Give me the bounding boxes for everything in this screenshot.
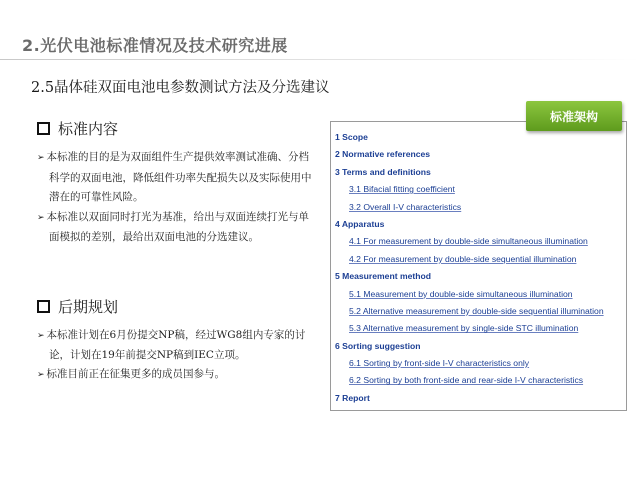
page-title: 2.光伏电池标准情况及技术研究进展 bbox=[22, 36, 288, 55]
toc-section-link[interactable]: 6 Sorting suggestion bbox=[335, 340, 421, 351]
toc-section-link[interactable]: 2 Normative references bbox=[335, 149, 431, 160]
arrow-bullet-icon: ➢ bbox=[37, 153, 45, 163]
toc-subsection-link[interactable]: 4.1 For measurement by double-side simultaneous illumination bbox=[349, 236, 588, 247]
toc-section-link[interactable]: 7 Report bbox=[335, 392, 370, 403]
toc-subsection-link[interactable]: 3.2 Overall I-V characteristics bbox=[349, 201, 462, 212]
toc-subsection-link[interactable]: 5.2 Alternative measurement by double-side sequential illumination bbox=[349, 305, 604, 316]
later-plan-heading bbox=[37, 296, 118, 317]
later-plan-heading-text: 后期规划 bbox=[58, 298, 119, 316]
toc-section-link[interactable]: 4 Apparatus bbox=[335, 218, 385, 229]
toc-badge: 标准架构 bbox=[526, 101, 622, 131]
title-divider bbox=[0, 59, 640, 60]
list-item bbox=[37, 365, 312, 385]
toc-subsection-link[interactable]: 3.1 Bifacial fitting coefficient bbox=[349, 184, 455, 195]
list-item bbox=[37, 208, 312, 248]
toc-section-link[interactable]: 5 Measurement method bbox=[335, 271, 431, 282]
standard-content-heading-text: 标准内容 bbox=[58, 120, 119, 138]
toc-subsection-link[interactable]: 5.1 Measurement by double-side simultaneous illumination bbox=[349, 288, 573, 299]
standard-content-heading bbox=[37, 118, 118, 139]
checkbox-square-icon bbox=[37, 300, 50, 313]
section-title: 2.5晶体硅双面电池电参数测试方法及分选建议 bbox=[31, 80, 330, 96]
paragraph-text: 标准目前正在征集更多的成员国参与。 bbox=[46, 368, 226, 380]
standard-content-text bbox=[37, 148, 312, 248]
arrow-bullet-icon: ➢ bbox=[37, 212, 45, 223]
list-item bbox=[37, 326, 312, 365]
paragraph-text: 本标准计划在6月份提交NP稿，经过WG8组内专家的讨论，计划在19年前提交NP稿到IEC立项。 bbox=[46, 329, 306, 361]
toc-subsection-link[interactable]: 6.1 Sorting by front-side I-V characteristics only bbox=[349, 358, 530, 369]
toc-subsection-link[interactable]: 6.2 Sorting by both front-side and rear-side I-V characteristics bbox=[349, 375, 584, 386]
paragraph-text: 本标准以双面同时打光为基准，给出与双面连续打光与单面模拟的差别，最给出双面电池的分选建议。 bbox=[46, 210, 310, 243]
toc-section-link[interactable]: 1 Scope bbox=[335, 132, 368, 142]
toc-section-link[interactable]: 3 Terms and definitions bbox=[335, 166, 431, 177]
toc-list bbox=[335, 129, 625, 407]
toc-subsection-link[interactable]: 4.2 For measurement by double-side sequential illumination bbox=[349, 253, 577, 264]
paragraph-text: 本标准的目的是为双面组件生产提供效率测试准确、分档科学的双面电池，降低组件功率失配损失以及实际使用中潜在的可靠性风险。 bbox=[46, 151, 312, 203]
later-plan-text bbox=[37, 326, 312, 385]
toc-subsection-link[interactable]: 5.3 Alternative measurement by single-side STC illumination bbox=[349, 323, 579, 334]
arrow-bullet-icon: ➢ bbox=[37, 331, 45, 341]
checkbox-square-icon bbox=[37, 122, 50, 135]
arrow-bullet-icon: ➢ bbox=[37, 370, 45, 380]
list-item bbox=[37, 148, 312, 208]
